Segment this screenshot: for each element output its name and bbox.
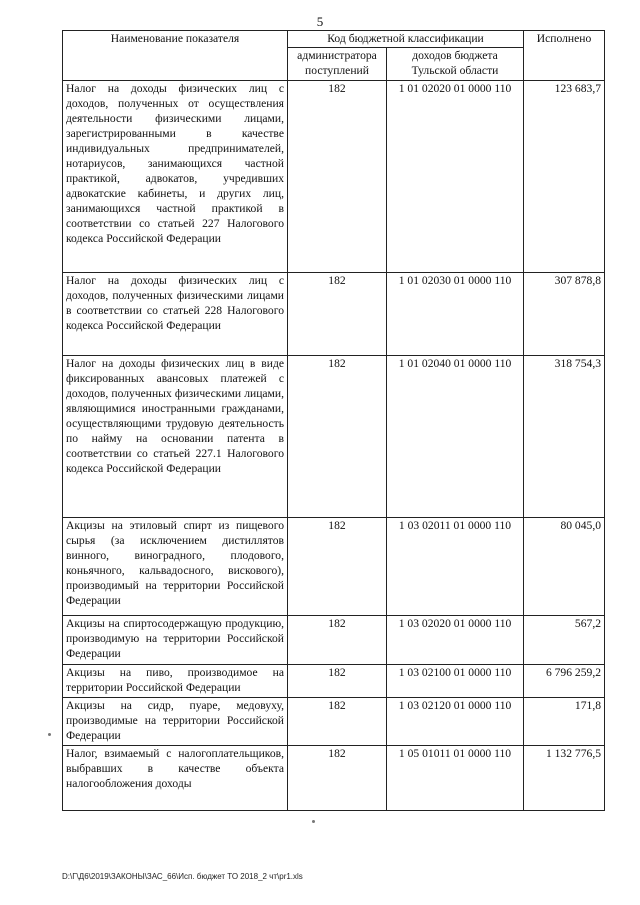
- indicator-name: Налог на доходы физических лиц в виде фиксированных авансовых платежей с доходов, полученных физическими лицами, являющимися иностранными гражданами, осуществляющими трудовую деятельность по найму на основании патента в соответствии со статьей 227.1 Налогового кодекса Российской Федерации: [63, 356, 288, 518]
- header-admin: администратора поступлений: [288, 48, 387, 81]
- indicator-name: Акцизы на этиловый спирт из пищевого сырья (за исключением дистиллятов винного, виноградного, плодового, коньячного, кальвадосного, вискового), производимый на территории Российской Федерации: [63, 518, 288, 616]
- executed-amount: 6 796 259,2: [524, 665, 605, 698]
- revenue-table: [62, 30, 605, 811]
- table-row: [63, 665, 605, 698]
- indicator-name: Налог, взимаемый с налогоплательщиков, выбравших в качестве объекта налогообложения доходы: [63, 746, 288, 811]
- header-executed: Исполнено: [524, 31, 605, 81]
- page-number: 5: [316, 14, 324, 29]
- executed-amount: 567,2: [524, 616, 605, 665]
- admin-code: 182: [288, 698, 387, 746]
- scan-speck: [48, 733, 51, 736]
- indicator-name: Акцизы на пиво, производимое на территории Российской Федерации: [63, 665, 288, 698]
- indicator-name: Акцизы на спиртосодержащую продукцию, производимую на территории Российской Федерации: [63, 616, 288, 665]
- header-income-code: доходов бюджета Тульской области: [387, 48, 524, 81]
- admin-code: 182: [288, 616, 387, 665]
- executed-amount: 318 754,3: [524, 356, 605, 518]
- admin-code: 182: [288, 273, 387, 356]
- scan-speck: [312, 820, 315, 823]
- table-row: [63, 746, 605, 811]
- budget-code: 1 05 01011 01 0000 110: [387, 746, 524, 811]
- executed-amount: 1 132 776,5: [524, 746, 605, 811]
- admin-code: 182: [288, 81, 387, 273]
- budget-code: 1 01 02040 01 0000 110: [387, 356, 524, 518]
- admin-code: 182: [288, 665, 387, 698]
- executed-amount: 80 045,0: [524, 518, 605, 616]
- table-row: [63, 356, 605, 518]
- budget-code: 1 03 02020 01 0000 110: [387, 616, 524, 665]
- budget-code: 1 01 02030 01 0000 110: [387, 273, 524, 356]
- budget-code: 1 03 02120 01 0000 110: [387, 698, 524, 746]
- indicator-name: Акцизы на сидр, пуаре, медовуху, производимые на территории Российской Федерации: [63, 698, 288, 746]
- admin-code: 182: [288, 356, 387, 518]
- admin-code: 182: [288, 746, 387, 811]
- table-row: [63, 81, 605, 273]
- executed-amount: 123 683,7: [524, 81, 605, 273]
- header-name: Наименование показателя: [63, 31, 288, 81]
- budget-code: 1 01 02020 01 0000 110: [387, 81, 524, 273]
- admin-code: 182: [288, 518, 387, 616]
- executed-amount: 307 878,8: [524, 273, 605, 356]
- table-row: [63, 273, 605, 356]
- table-row: [63, 698, 605, 746]
- table-row: [63, 518, 605, 616]
- table-row: [63, 616, 605, 665]
- budget-code: 1 03 02100 01 0000 110: [387, 665, 524, 698]
- indicator-name: Налог на доходы физических лиц с доходов, полученных от осуществления деятельности физическими лицами, зарегистрированными в качестве индивидуальных предпринимателей, нотариусов, занимающихся частной практикой, адвокатов, учредивших адвокатские кабинеты, и других лиц, занимающихся частной практикой в соответствии со статьей 227 Налогового кодекса Российской Федерации: [63, 81, 288, 273]
- executed-amount: 171,8: [524, 698, 605, 746]
- budget-code: 1 03 02011 01 0000 110: [387, 518, 524, 616]
- header-code-group: Код бюджетной классификации: [288, 31, 524, 48]
- indicator-name: Налог на доходы физических лиц с доходов, полученных физическими лицами в соответствии со статьей 228 Налогового кодекса Российской Федерации: [63, 273, 288, 356]
- file-path-footer: D:\Г\Д6\2019\ЗАКОНЫ\ЗАС_66\Исп. бюджет ТО 2018_2 чт\pr1.xls: [62, 872, 303, 881]
